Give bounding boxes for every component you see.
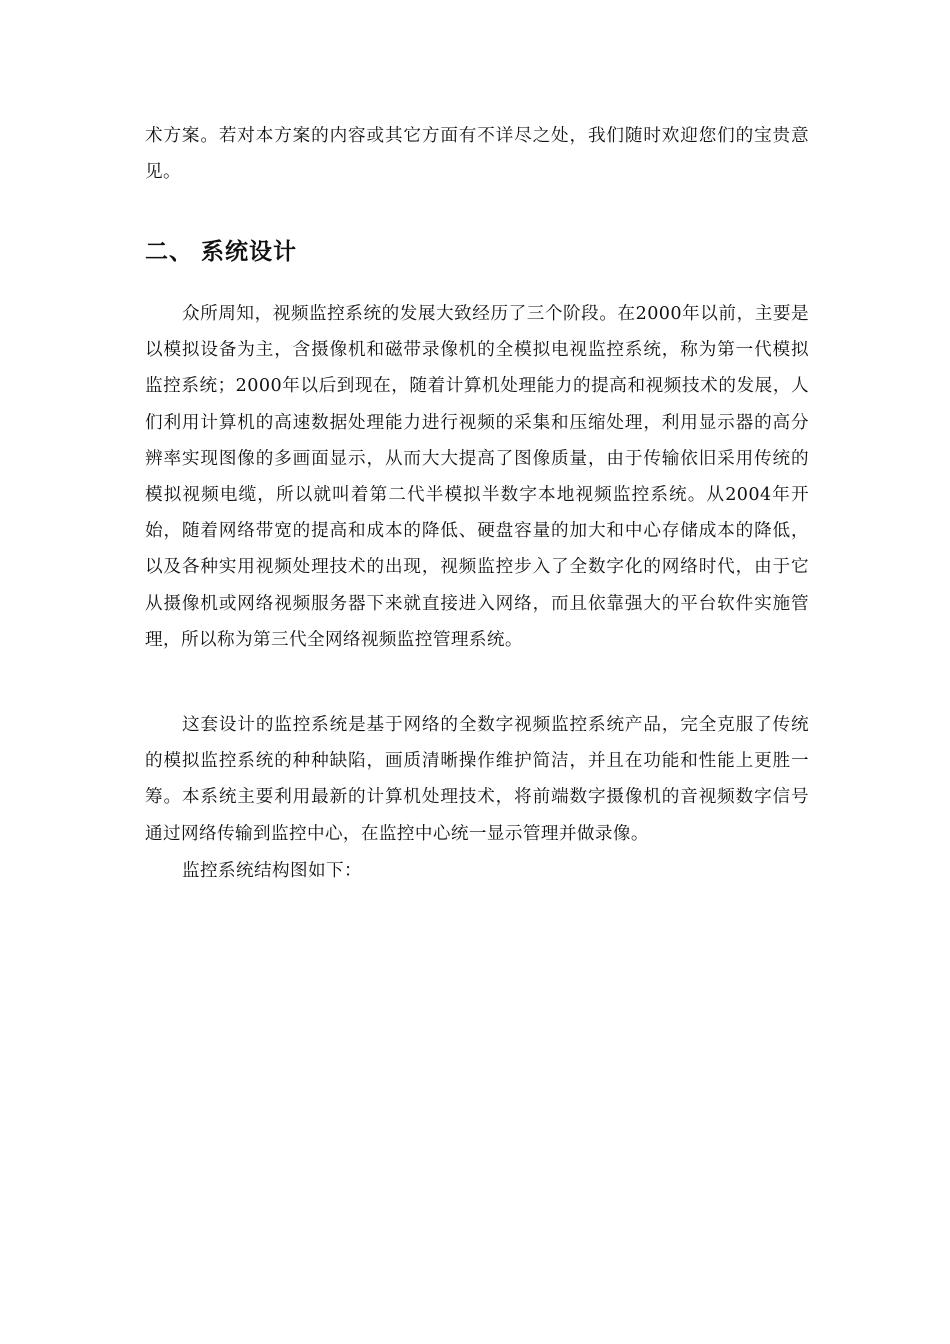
section-title: 系统设计: [201, 239, 297, 265]
paragraph-history: 众所周知，视频监控系统的发展大致经历了三个阶段。在2000年以前，主要是以模拟设备为主，含摄像机和磁带录像机的全模拟电视监控系统，称为第一代模拟监控系统；2000年以后到现在，随着计算机处理能力的提高和视频技术的发展，人们利用计算机的高速数据处理能力进行视频的采集和压缩处理，利用显示器的高分辨率实现图像的多画面显示，从而大大提高了图像质量，由于传输依旧采用传统的模拟视频电缆，所以就叫着第二代半模拟半数字本地视频监控系统。从2004年开始，随着网络带宽的提高和成本的降低、硬盘容量的加大和中心存储成本的降低，以及各种实用视频处理技术的出现，视频监控步入了全数字化的网络时代，由于它从摄像机或网络视频服务器下来就直接进入网络，而且依靠强大的平台软件实施管理，所以称为第三代全网络视频监控管理系统。: [145, 304, 809, 650]
intro-paragraph: 术方案。若对本方案的内容或其它方面有不详尽之处，我们随时欢迎您们的宝贵意见。: [145, 126, 809, 183]
paragraph-system-overview: 这套设计的监控系统是基于网络的全数字视频监控系统产品，完全克服了传统的模拟监控系统的种种缺陷，画质清晰操作维护简洁，并且在功能和性能上更胜一筹。本系统主要利用最新的计算机处理技术，将前端数字摄像机的音视频数字信号通过网络传输到监控中心，在监控中心统一显示管理并做录像。: [145, 715, 809, 844]
paragraph-diagram-intro: 监控系统结构图如下：: [182, 861, 362, 881]
section-heading: [145, 232, 297, 272]
section-number: 二、: [145, 239, 193, 265]
